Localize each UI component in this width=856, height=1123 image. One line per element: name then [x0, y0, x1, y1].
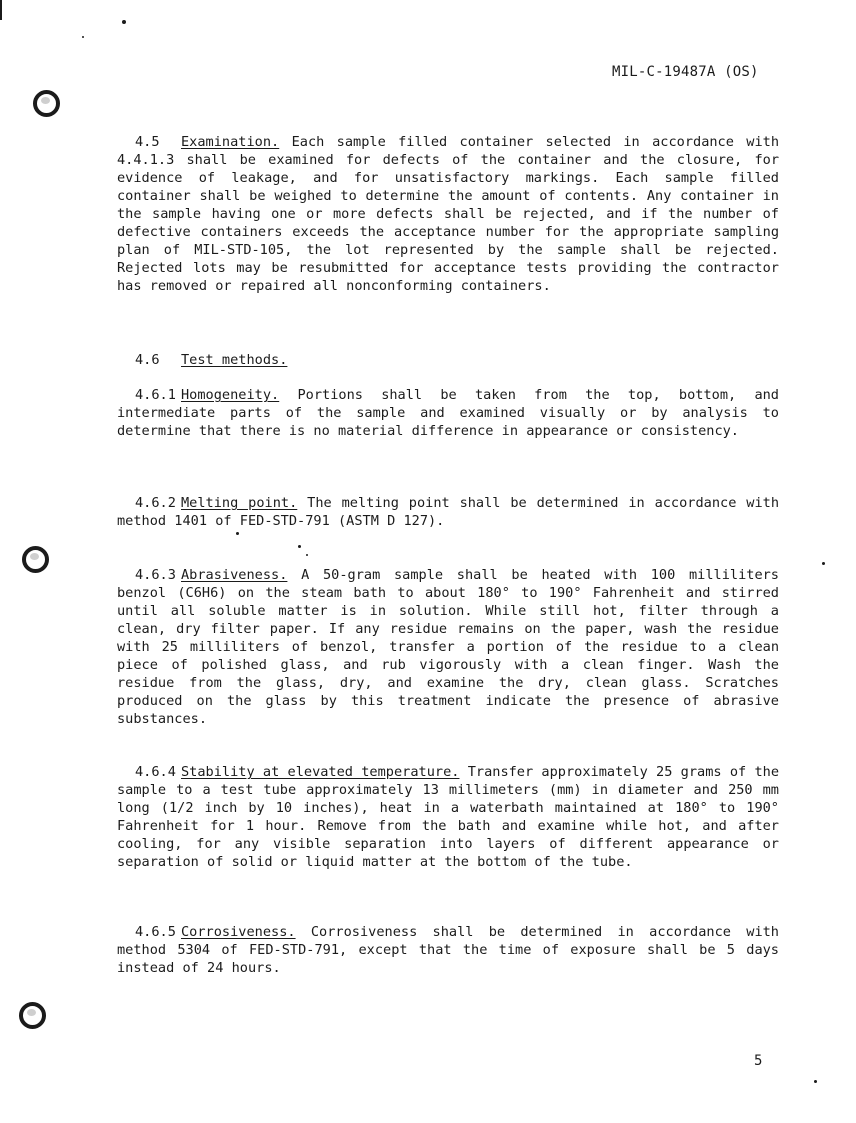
section-4-6-1 [117, 386, 779, 440]
section-number: 4.6.5 [135, 924, 176, 940]
section-body: A 50-gram sample shall be heated with 100 milliliters benzol (C6H6) on the steam bath to about 180° to 190° Fahrenheit and stirred until all soluble matter is in solution. While still hot, filter through a clean, dry filter paper. If any residue remains on the paper, wash the residue with 25 milliliters of benzol, transfer a portion of the residue to a clean piece of polished glass, and rub vigorously with a clean finger. Wash the residue from the glass, dry, and examine the dry, clean glass. Scratches produced on the glass by this treatment indicate the presence of abrasive substances. [117, 567, 779, 727]
section-body: Corrosiveness shall be determined in accordance with method 5304 of FED-STD-791, except that the time of exposure shall be 5 days instead of 24 hours. [117, 924, 779, 976]
scan-speck [298, 545, 301, 548]
section-body: Each sample filled container selected in accordance with 4.4.1.3 shall be examined for defects of the container and the closure, for evidence of leakage, and for unsatisfactory markings. Each sample filled container shall be weighed to determine the amount of contents. Any container in the sample having one or more defects shall be rejected, and if the number of defective containers exceeds the acceptance number for the appropriate sampling plan of MIL-STD-105, the lot represented by the sample shall be rejected. Rejected lots may be resubmitted for acceptance tests providing the contractor has removed or repaired all nonconforming containers. [117, 134, 780, 294]
section-heading: Stability at elevated temperature. [181, 764, 460, 780]
scan-speck [822, 562, 825, 565]
scan-speck [236, 532, 239, 535]
section-number: 4.6.4 [135, 764, 176, 780]
section-number: 4.5 [135, 134, 160, 150]
section-4-6 [117, 351, 779, 369]
page-number: 5 [754, 1053, 763, 1069]
punch-hole-icon [19, 1002, 46, 1029]
section-body: Transfer approximately 25 grams of the sample to a test tube approximately 13 millimeters (mm) in diameter and 250 mm long (1/2 inch by 10 inches), heat in a waterbath maintained at 180° to 190° Fahrenheit for 1 hour. Remove from the bath and examine while hot, and after cooling, for any visible separation into layers of different appearance or separation of solid or liquid matter at the bottom of the tube. [117, 764, 780, 870]
document-identifier: MIL-C-19487A (OS) [612, 64, 759, 80]
scan-speck [306, 554, 308, 556]
section-4-6-5 [117, 923, 779, 977]
section-4-6-4 [117, 763, 779, 871]
section-heading: Test methods. [181, 352, 288, 368]
scan-speck [122, 20, 126, 24]
section-heading: Homogeneity. [181, 387, 280, 403]
section-number: 4.6 [135, 352, 160, 368]
section-body: The melting point shall be determined in accordance with method 1401 of FED-STD-791 (ASTM D 127). [117, 495, 780, 529]
scan-speck [82, 36, 84, 38]
punch-hole-icon [33, 90, 60, 117]
section-heading: Corrosiveness. [181, 924, 296, 940]
section-4-6-3 [117, 566, 779, 728]
section-number: 4.6.3 [135, 567, 176, 583]
section-4-6-2 [117, 494, 779, 530]
punch-hole-icon [22, 546, 49, 573]
section-heading: Examination. [181, 134, 280, 150]
section-number: 4.6.2 [135, 495, 176, 511]
section-4-5 [117, 133, 779, 295]
section-heading: Melting point. [181, 495, 298, 511]
scan-edge-mark [0, 0, 2, 20]
section-body: Portions shall be taken from the top, bottom, and intermediate parts of the sample and examined visually or by analysis to determine that there is no material difference in appearance or consistency. [117, 387, 779, 439]
scan-speck [814, 1080, 817, 1083]
section-number: 4.6.1 [135, 387, 176, 403]
section-heading: Abrasiveness. [181, 567, 288, 583]
